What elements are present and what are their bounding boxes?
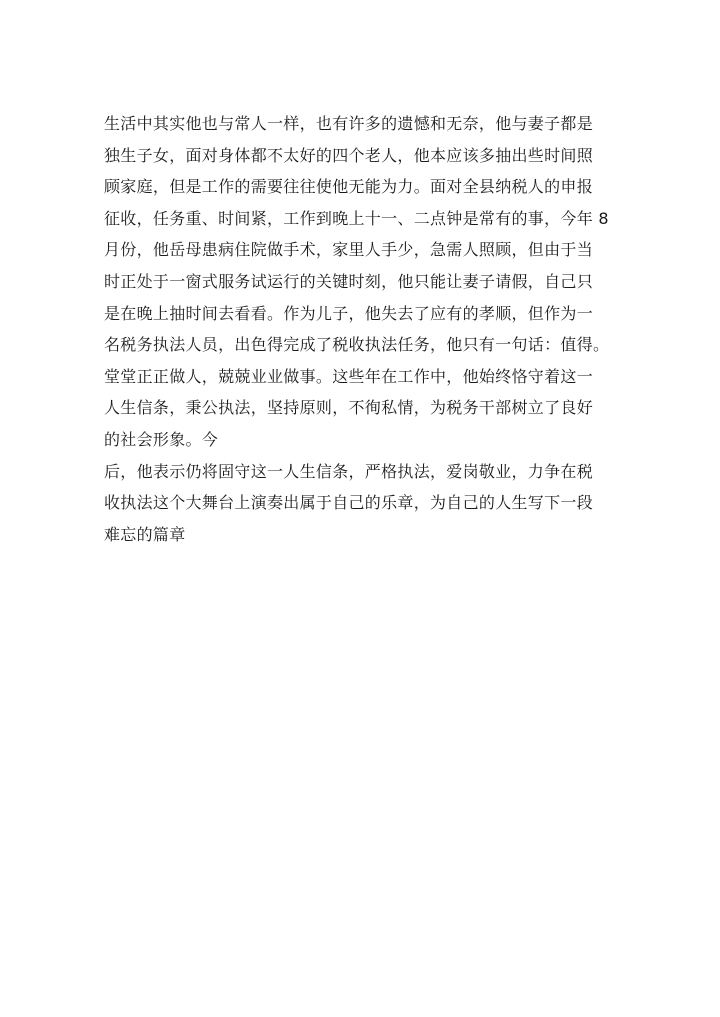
text-line-10: 人生信条，秉公执法，坚持原则，不徇私情，为税务干部树立了良好: [104, 398, 594, 418]
text-line-1: 生活中其实他也与常人一样，也有许多的遗憾和无奈，他与妻子都是: [104, 114, 594, 133]
text-line-3: 顾家庭，但是工作的需要往往使他无能为力。面对全县纳税人的申报: [104, 177, 594, 197]
text-line-8: 名税务执法人员，出色得完成了税收执法任务，他只有一句话：值得。: [104, 335, 610, 355]
text-line-12: 后，他表示仍将固守这一人生信条，严格执法，爱岗敬业，力争在税: [104, 461, 594, 481]
text-line-13: 收执法这个大舞台上演奏出属于自己的乐章，为自己的人生写下一段: [104, 493, 594, 513]
body-text: [104, 108, 624, 550]
text-line-7: 是在晚上抽时间去看看。作为儿子，他失去了应有的孝顺，但作为一: [104, 303, 594, 323]
text-line-2: 独生子女，面对身体都不太好的四个老人，他本应该多抽出些时间照: [104, 145, 594, 165]
text-line-9: 堂堂正正做人，兢兢业业做事。这些年在工作中，他始终恪守着这一: [104, 366, 594, 386]
text-line-11: 的社会形象。今: [104, 429, 219, 449]
text-line-4: 征收，任务重、时间紧，工作到晚上十一、二点钟是常有的事，今年 8: [104, 208, 609, 228]
text-line-5: 月份，他岳母患病住院做手术，家里人手少，急需人照顾，但由于当: [104, 240, 594, 260]
text-line-6: 时正处于一窗式服务试运行的关键时刻，他只能让妻子请假，自己只: [104, 271, 594, 291]
text-line-14: 难忘的篇章: [104, 524, 186, 544]
